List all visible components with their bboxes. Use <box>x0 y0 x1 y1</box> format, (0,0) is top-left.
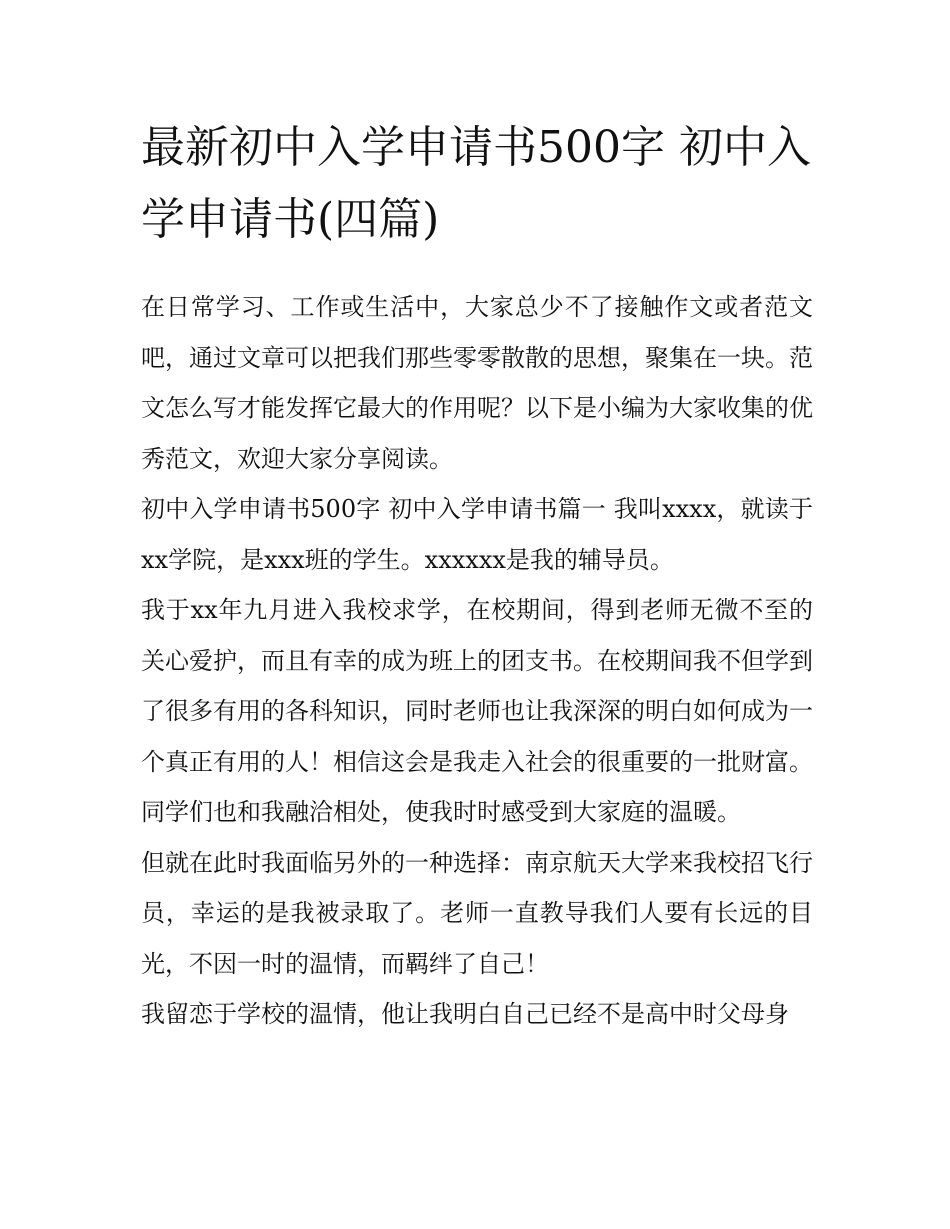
document-body <box>141 112 813 1040</box>
paragraph-intro: 在日常学习、工作或生活中，大家总少不了接触作文或者范文吧，通过文章可以把我们那些零零散散的思想，聚集在一块。范文怎么写才能发挥它最大的作用呢？以下是小编为大家收集的优秀范文，欢迎大家分享阅读。 <box>141 293 813 473</box>
paragraph-choice: 但就在此时我面临另外的一种选择：南京航天大学来我校招飞行员，幸运的是我被录取了。老师一直教导我们人要有长远的目光，不因一时的温情，而羁绊了自己！ <box>141 848 813 978</box>
document-title: 最新初中入学申请书500字 初中入学申请书(四篇) <box>141 122 811 245</box>
paragraph-school-life: 我于xx年九月进入我校求学，在校期间，得到老师无微不至的关心爱护，而且有幸的成为班上的团支书。在校期间我不但学到了很多有用的各科知识，同时老师也让我深深的明白如何成为一个真正有用的人！相信这会是我走入社会的很重要的一批财富。同学们也和我融洽相处，使我时时感受到大家庭的温暖。 <box>141 596 813 826</box>
paragraph-reluctance: 我留恋于学校的温情，他让我明白自己已经不是高中时父母身 <box>141 1000 789 1028</box>
paragraph-introduction-self: 初中入学申请书500字 初中入学申请书篇一 我叫xxxx，就读于xx学院，是xxx班的学生。xxxxxx是我的辅导员。 <box>141 495 813 574</box>
